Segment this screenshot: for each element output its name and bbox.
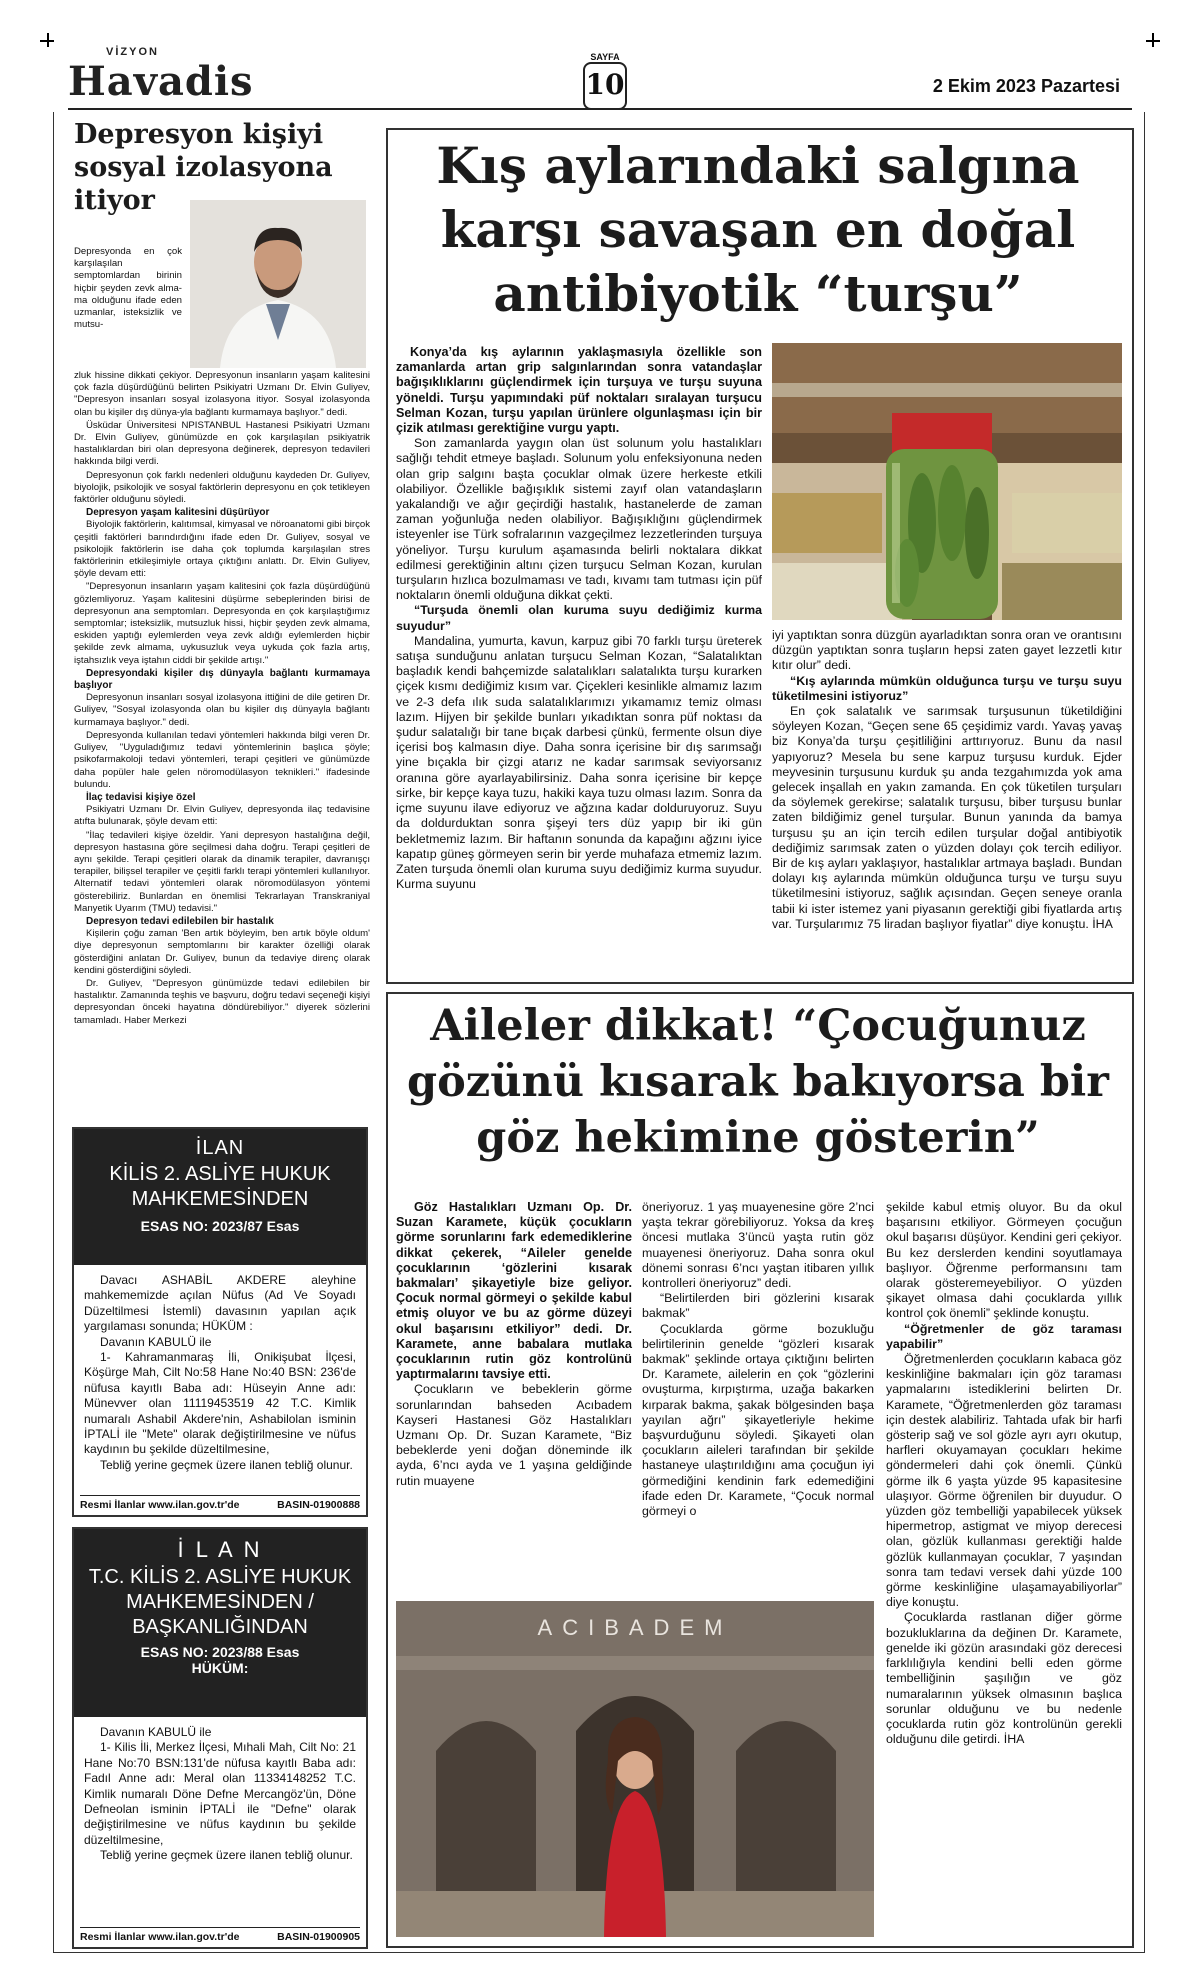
notice-body (74, 1717, 366, 1864)
intro-narrow: Depresyonda en çok karşılaşılan semptomlardan birinin hiçbir şeyden zevk alma-ma olduğunu ifade eden uzmanlar, isteksizlik ve mutsu- (74, 246, 182, 331)
crop-mark (1152, 33, 1154, 47)
notice-body (74, 1265, 366, 1473)
issue-date: 2 Ekim 2023 Pazartesi (932, 76, 1120, 96)
body-paragraph: Depresyonun çok farklı nedenleri olduğunu kaydeden Dr. Guliyev, biyolojik, psikolojik ve sosyal faktörlerin depresyonu en çok tetikleyen faktörler olduğunu söyledi. (74, 469, 370, 506)
subheading: “Öğretmenler de göz taraması yapabilir” (886, 1321, 1122, 1351)
notice-footer-code: BASIN-01900905 (277, 1931, 360, 1943)
body-paragraph: Çocuklarda rastlanan diğer görme bozukluklarına da değinen Dr. Karamete, genelde iki gözün arasındaki göz derecesi farklılığıyla kendini belli eden görme tembelliğinin şaşılığın ve göz numaralarının yüksek olmasının başlıca sorunlar olduğunu ve bu nedenle çocuklarda rutin göz kontrolünün gerekli olduğunu dile getirdi. İHA (886, 1610, 1122, 1747)
notice-footer-site: Resmi İlanlar www.ilan.gov.tr'de (80, 1931, 240, 1943)
body-paragraph: Biyolojik faktörlerin, kalıtımsal, kimyasal ve nöroanatomi gibi birçok çeşitli faktörleri barındırdığını ifade eden Dr. Guliyev, sosyal ve psikolojik faktörlerin ise daha çok toplumda karşılaşılan stres faktörlerinin etkileşimiyle ortaya çıktığını anlattı. Dr. Elvin Guliyev, şöyle devam etti: (74, 519, 370, 580)
body-paragraph: “Belirtilerden biri gözlerini kısarak bakmak” (642, 1291, 874, 1321)
notice-paragraph: 1- Kahramanmaraş İli, Onikişubat İlçesi, Köşürge Mah, Cilt No:58 Hane No:40 BSN: 236'de nüfusa kayıtlı Baba adı: Hüseyin Anne adı: Münevver olan 11119453519 42 T.C. Kimlik numaralı Ashabil Akdere'nin, Ashabilolan isminin İPTALİ ile "Mete" olarak değiştirilmesine ve nüfus kaydının bu şekilde düzeltilmesine, (84, 1350, 356, 1457)
subheading: “Turşuda önemli olan kuruma suyu dediğimiz kurma suyudur” (396, 603, 762, 633)
body-paragraph: "İlaç tedavileri kişiye özeldir. Yani depresyon hastalığına değil, depresyon hastasına göre seçilmesi daha doğru. Terapi çeşitleri de aynı şekilde. Terapi çeşitleri olarak da dinamik terapiler, davranışçı terapiler, bilişsel terapiler ve çeşitli farklı terapi yöntemleri kullanılıyor. Alternatif tedavi yöntemleri olarak nöromodülasyon yöntemi gösterebiliriz. Bunlardan en önemlisi Tekrarlayan Transkraniyal Manyetik Uyarım (TMU) tedavisi." (74, 829, 370, 914)
doctor-photo (190, 200, 366, 368)
body-paragraph: Çocuklarda görme bozukluğu belirtilerinin genelde “gözleri kısarak bakmak” şeklinde ortaya çıktığını belirten Dr. Karamete, ailelerin en çok “gözlerini ovuşturma, kırpıştırma, uzağa bakarken kırparak bakma, şakak bölgesinden başa yayılan ağrı” şikayetleriyle hekime başvurduğunu söyledi. Şikayeti olan çocukların aileleri tarafından bir şekilde hastaneye ulaştırıldığını ama çocuğun iyi görmediğini kendinin fark edemediğini ifade eden Dr. Karamete, “Çocuk normal görmeyi o (642, 1321, 874, 1519)
notice-footer (80, 1927, 360, 1943)
body-paragraph: Çocukların ve bebeklerin görme sorunlarından bahseden Acıbadem Kayseri Hastanesi Göz Hastalıkları Uzmanı Op. Dr. Suzan Karamete, “Biz bebeklerde yeni doğan döneminde ilk ayda, 6’ncı ayda ve 1 yaşına geldiğinde rutin muayene (396, 1382, 632, 1488)
body-paragraph: Dr. Guliyev, "Depresyon günümüzde tedavi edilebilen bir hastalıktır. Zamanında teşhis ve başvuru, doğru tedavi seçeneği kişiyi depresyondan önceki hayatına döndürebiliyor." diyerek sözlerini tamamladı. Haber Merkezi (74, 977, 370, 1026)
eye-body-col3 (886, 1200, 1122, 1747)
notice-paragraph: Davacı ASHABİL AKDERE aleyhine mahkememizde açılan Nüfus (Ad Ve Soyadı Düzeltilmesi İstemli) davasının yapılan açık yargılaması sonunda; HÜKÜM : (84, 1273, 356, 1334)
pickle-body-right (772, 628, 1122, 932)
page-label: SAYFA (590, 52, 620, 62)
body-paragraph: Öğretmenlerden çocukların kabaca göz keskinliğine bakmaları için göz taraması yapmalarını istediklerini belirten Dr. Karamete, “Öğretmenlerden göz taraması için destek alabiliriz. Tahtada ufak bir harfi gösterip sağ ve sol gözle ayrı ayrı okutup, harfleri okuyamayan çocukları hekime göndermeleri dahi çok önemli. Çünkü görme ilk 6 yaşta yüzde 95 kapasitesine ulaşıyor. Görme öğrenilen bir duyudur. O yüzden göz tembelliği yapabilecek yüksek hipermetrop, astigmat ve miyop derecesi olan, gözlük kullanması gerektiği halde gözlük kullanmayan çocuklar, 7 yaşından sonra tam tedavi versek dahi yüzde 100 görme keskinliğine ulaşamayabiliyorlar” diye konuştu. (886, 1352, 1122, 1610)
body-paragraph: şekilde kabul etmiş oluyor. Bu da okul başarısını etkiliyor. Görmeyen çocuğun okul başarısı düşüyor. Kendini geri çekiyor. Bu kez derslerden kendini soyutlamaya başlıyor. Öğrenme performansını tam olarak gösteremeyebiliyor. O yüzden şikayet olmasa dahi çocuklarda yıllık kontrol çok önemli” şeklinde konuştu. (886, 1200, 1122, 1321)
notice-paragraph: Tebliğ yerine geçmek üzere ilanen tebliğ olunur. (100, 1457, 353, 1472)
doctor-hospital-photo (396, 1601, 874, 1937)
notice-paragraph: Davanın KABULÜ ile (100, 1334, 212, 1349)
article-title: Depresyon kişiyi sosyal izolasyona itiyor (74, 119, 333, 216)
notice-hukum: HÜKÜM: (191, 1660, 249, 1676)
notice-footer-site: Resmi İlanlar www.ilan.gov.tr'de (80, 1499, 240, 1511)
notice-court: KİLİS 2. ASLİYE HUKUK MAHKEMESİNDEN (109, 1163, 331, 1210)
pickle-jar-photo (772, 343, 1122, 620)
depression-body (74, 370, 370, 1028)
body-paragraph: iyi yaptıktan sonra düzgün ayarladıktan sonra oran ve orantısını düzgün yaptıktan sonra tuşların hepsi zaten gayet lezzetli kıtır kıtır olur” dedi. (772, 628, 1122, 673)
body-paragraph: zluk hissine dikkati çekiyor. Depresyonun insanların yaşam kalitesini çok fazla düşürdüğünü belirten Psikiyatri Uzmanı Dr. Elvin Guliyev, "Depresyon insanları sosyal izolasyona itiyor. Sosyal izolasyonda olan bu kişiler dış dünya-yla bağlantı kurmamaya başlıyor." dedi. (74, 370, 370, 418)
notice-footer (80, 1495, 360, 1511)
lead-paragraph: Konya’da kış aylarının yaklaşmasıyla özellikle son zamanlarda artan grip salgınlarından sonra vatandaşlar bağışıklıklarını güçlendirmek için turşuya ve turşu suyuna yöneldi. Turşu yapımındaki püf noktaları sıralayan turşucu Selman Kozan, turşu yapılan ürünlere olgunlaşması için bir çizik atılması gerektiğine vurgu yaptı. (396, 345, 762, 436)
notice-header (74, 1129, 366, 1265)
subheading: Depresyon yaşam kalitesini düşürüyor (86, 507, 270, 519)
notice-header (74, 1529, 366, 1717)
legal-notice-1 (72, 1127, 368, 1517)
notice-paragraph: Davanın KABULÜ ile (100, 1725, 212, 1739)
notice-title: İLAN (195, 1137, 245, 1159)
notice-court: T.C. KİLİS 2. ASLİYE HUKUK MAHKEMESİNDEN / BAŞKANLIĞINDAN (88, 1566, 352, 1638)
notice-case-number: ESAS NO: 2023/88 Esas (140, 1644, 300, 1660)
body-paragraph: Üsküdar Üniversitesi NPISTANBUL Hastanesi Psikiyatri Uzmanı Dr. Elvin Guliyev, günümüzde en çok karşılaşılan psikiyatrik hastalıklardan biri olan depresyona değinerek, depresyon tedavileri hakkında bilgi verdi. (74, 419, 370, 468)
notice-footer-code: BASIN-01900888 (277, 1499, 360, 1511)
body-paragraph: "Depresyonun insanların yaşam kalitesini çok fazla düşürdüğünü gözlemliyoruz. Yaşam kalitesini düşürme sebeplerinden birisi de depresyonun ana semptomları. Depresyonda en çok karşılaştığımız semptomlar; isteksizlik, mutsuzluk hissi, hiçbir şeyden zevk almama, eskiden yaptığı eylemlerden veya zevk aldığı eylemlerden hiçbir şekilde zevk almama, uykusuzluk veya uykuda çok fazla artış, iştahsızlık veya iştahın ciddi bir şekilde artışı." (74, 581, 370, 666)
body-paragraph: Depresyonun insanları sosyal izolasyona ittiğini de dile getiren Dr. Guliyev, "Sosyal izolasyonda olan bu kişiler dış dünyayla bağlantı kurmamaya başlıyor." dedi. (74, 692, 370, 728)
logo-text: Havadis (68, 58, 254, 105)
body-paragraph: Psikiyatri Uzmanı Dr. Elvin Guliyev, depresyonda ilaç tedavisine atıfta bulunarak, şöyle devam etti: (74, 804, 370, 828)
notice-paragraph: 1- Kilis İli, Merkez İlçesi, Mıhali Mah, Cilt No: 21 Hane No:70 BSN:131'de nüfusa kayıtlı Baba adı: Fadıl Anne adı: Meral olan 11334148252 T.C. Kimlik numaralı Döne Defne Mercangöz'ün, Döne Defneolan isminin İPTALİ ile "Defne" olarak değiştirilmesine ve nüfus kaydının bu şekilde düzeltilmesine, (84, 1740, 356, 1847)
logo-subtitle: VİZYON (106, 46, 159, 58)
subheading: Depresyondaki kişiler dış dünyayla bağlantı kurmamaya başlıyor (74, 667, 370, 692)
eye-body-col1 (396, 1200, 632, 1489)
eye-body-col2 (642, 1200, 874, 1519)
body-paragraph: Mandalina, yumurta, kavun, karpuz gibi 70 farklı turşu üreterek satışa sunduğunu anlatan turşucu Selman Kozan, “Salatalıktan başladık kendi bahçemizde salatalıkları salatalıkta turşu kurarken çiçek kısmı dediğimiz kısım var. Çiçekleri kesinlikle almamız lazım ve 2-3 defa ılık suda salatalıklarımızı yıkamamız temiz olması lazım. Hijyen bir şekilde bunları yıkadıktan sonra püf noktası da şudur salatalığı bir tane bıçak darbesi çünkü, fermente olsun diye içerisi boş kalmasın diye. Daha sonra içerisine bir dış sarımsağı yine bıçakla bir çizgi atarız ne kadar sarımsak seviyorsanız oranına göre ayarlayabilirsiniz. Daha sonra içerisine bir kepçe sirke, bir kepçe kaya tuzu, hakiki kaya tuzu olması lazım. Sonra da içme suyunu ilave ediyoruz ve ağzına kadar dolduruyoruz. Suyu da doldurduktan sonra şişeyi ters düz yapıp bir iki gün bekletmemiz lazım. Bir haftanın sonunda da kapağını ağzını iyice kapatıp güneş görmeyen serin bir yerde muhafaza etmemiz lazım. Zaten turşuda önemli olan kuruma suyu dediğimiz kurma suyudur. Kurma suyunu (396, 633, 762, 892)
hospital-sign: ACIBADEM (537, 1615, 733, 1640)
header-rule (68, 108, 1132, 110)
body-paragraph: Son zamanlarda yaygın olan üst solunum yolu hastalıkları sağlığı tehdit etmeye başladı. Solunum yolu enfeksiyonuna neden olan grip salgını başta çocuklar olmak üzere herkeste etkili olabiliyor. Özellikle bağışıklık sistemi zayıf olan vatandaşların yakalandığı ve ağır geçirdiği hastalık, hastanelerde de zaman zaman yoğunluğa neden olabiliyor. Bağışıklığını güçlendirmek isteyenler ise Türk sofralarının vazgeçilmez lezzetlerinden turşuya yöneliyor. Turşu kurulum aşamasında belirli noktalara dikkat edilmesi gerektiğinin altını çizen turşucu Selman Kozan, kurulan turşuların hızlıca bozulmaması ve tadı, kıvamı tam tutması için püf noktaların önemli olduğuna dikkat çekti. (396, 436, 762, 603)
newspaper-logo[interactable] (68, 46, 254, 105)
notice-paragraph: Tebliğ yerine geçmek üzere ilanen tebliğ olunur. (100, 1848, 353, 1863)
body-paragraph: Kişilerin çoğu zaman 'Ben artık böyleyim, ben artık böyle oldum' diye depresyonun semptomlarını bir karakter özelliği olarak gösterdiğini anlatan Dr. Guliyev, bunun da tedaviye direnç olarak kendini gösterdiğini söyledi. (74, 928, 370, 976)
subheading: “Kış aylarında mümkün olduğunca turşu ve turşu suyu tüketilmesini istiyoruz” (772, 673, 1122, 703)
body-paragraph: En çok salatalık ve sarımsak turşusunun tüketildiğini söyleyen Kozan, “Geçen sene 65 çeşidimiz vardı. Yavaş yavaş biz Konya’da turşu çeşitliliğini arttırıyoruz. Bunu da nasıl yapıyoruz? Mesela bu sene karpuz turşusu kurduk. Ejder meyvesinin turşusunu kurduk şu anda tezgahımızda yok ama gelecek inşallah en yakın zamanda. En çok tüketilen turşuları da söylemek gerekirse; salatalık turşusu, biber turşusu bunlar zaten bildiğimiz genel turşular. Bunun yanında da bamya turşusu şu an için tercih edilen turşular doğal antibiyotik dediğimiz sarımsak zaten o yüzden dolayı çok tercih ediliyor. Bir de kış ayları yaklaşıyor, hastalıklar artmaya başladı. Bundan dolayı kış aylarında mümkün olduğunca turşu ve turşu suyu tüketilmesini istiyoruz, sağlık açısından. Geçen seneye oranla tabii ki ister istemez yani piyasanın gerektiği gibi fiyatlarda artış var. Turşularımız 75 liradan başlıyor fiyatlar” diye konuştu. İHA (772, 704, 1122, 931)
lead-paragraph: Göz Hastalıkları Uzmanı Op. Dr. Suzan Karamete, küçük çocukların görme sorunlarını fark edemediklerine dikkat çekerek, “Aileler genelde çocuklarının ‘gözlerini kısarak bakmaları’ şikayetiyle bize geliyor. Çocuk normal görmeyi o şekilde kabul etmiş oluyor ve bu az görme düzeyi okul başarısını etkiliyor” dedi. Dr. Karamete, anne babalara mutlaka çocuklarının rutin göz kontrolünü yaptırmalarını tavsiye etti. (396, 1200, 632, 1382)
page-number: 10 (583, 62, 627, 110)
article-headline: Kış aylarındaki salgına karşı savaşan en doğal antibiyotik “turşu” (436, 136, 1080, 323)
subheading: Depresyon tedavi edilebilen bir hastalık (86, 915, 274, 927)
pickle-body-left (396, 345, 762, 892)
body-paragraph: öneriyoruz. 1 yaş muayenesine göre 2’nci yaşta tekrar görebiliyoruz. Yoksa da kreş öncesi mutlaka 3’üncü yaşta rutin göz muayenesi öneriyoruz. Daha sonra okul dönemi sonrası 6’ncı yaştan itibaren yıllık kontrolleri öneriyoruz” dedi. (642, 1200, 874, 1291)
body-paragraph: Depresyonda kullanılan tedavi yöntemleri hakkında bilgi veren Dr. Guliyev, "Uyguladığımız tedavi yöntemlerinin başlıca şöyle; psikofarmakoloji tedavi yöntemleri, terapi çeşitleri ve günümüzde daha popüler hale gelen nöromodülasyon teknikleri." ifadesinde bulundu. (74, 729, 370, 790)
crop-mark (47, 33, 49, 47)
subheading: İlaç tedavisi kişiye özel (86, 791, 196, 803)
notice-case-number: ESAS NO: 2023/87 Esas (140, 1218, 300, 1234)
article-headline: Aileler dikkat! “Çocuğunuz gözünü kısarak bakıyorsa bir göz hekimine gösterin” (407, 1001, 1109, 1163)
notice-title: İ L A N (177, 1537, 263, 1562)
legal-notice-2 (72, 1527, 368, 1949)
